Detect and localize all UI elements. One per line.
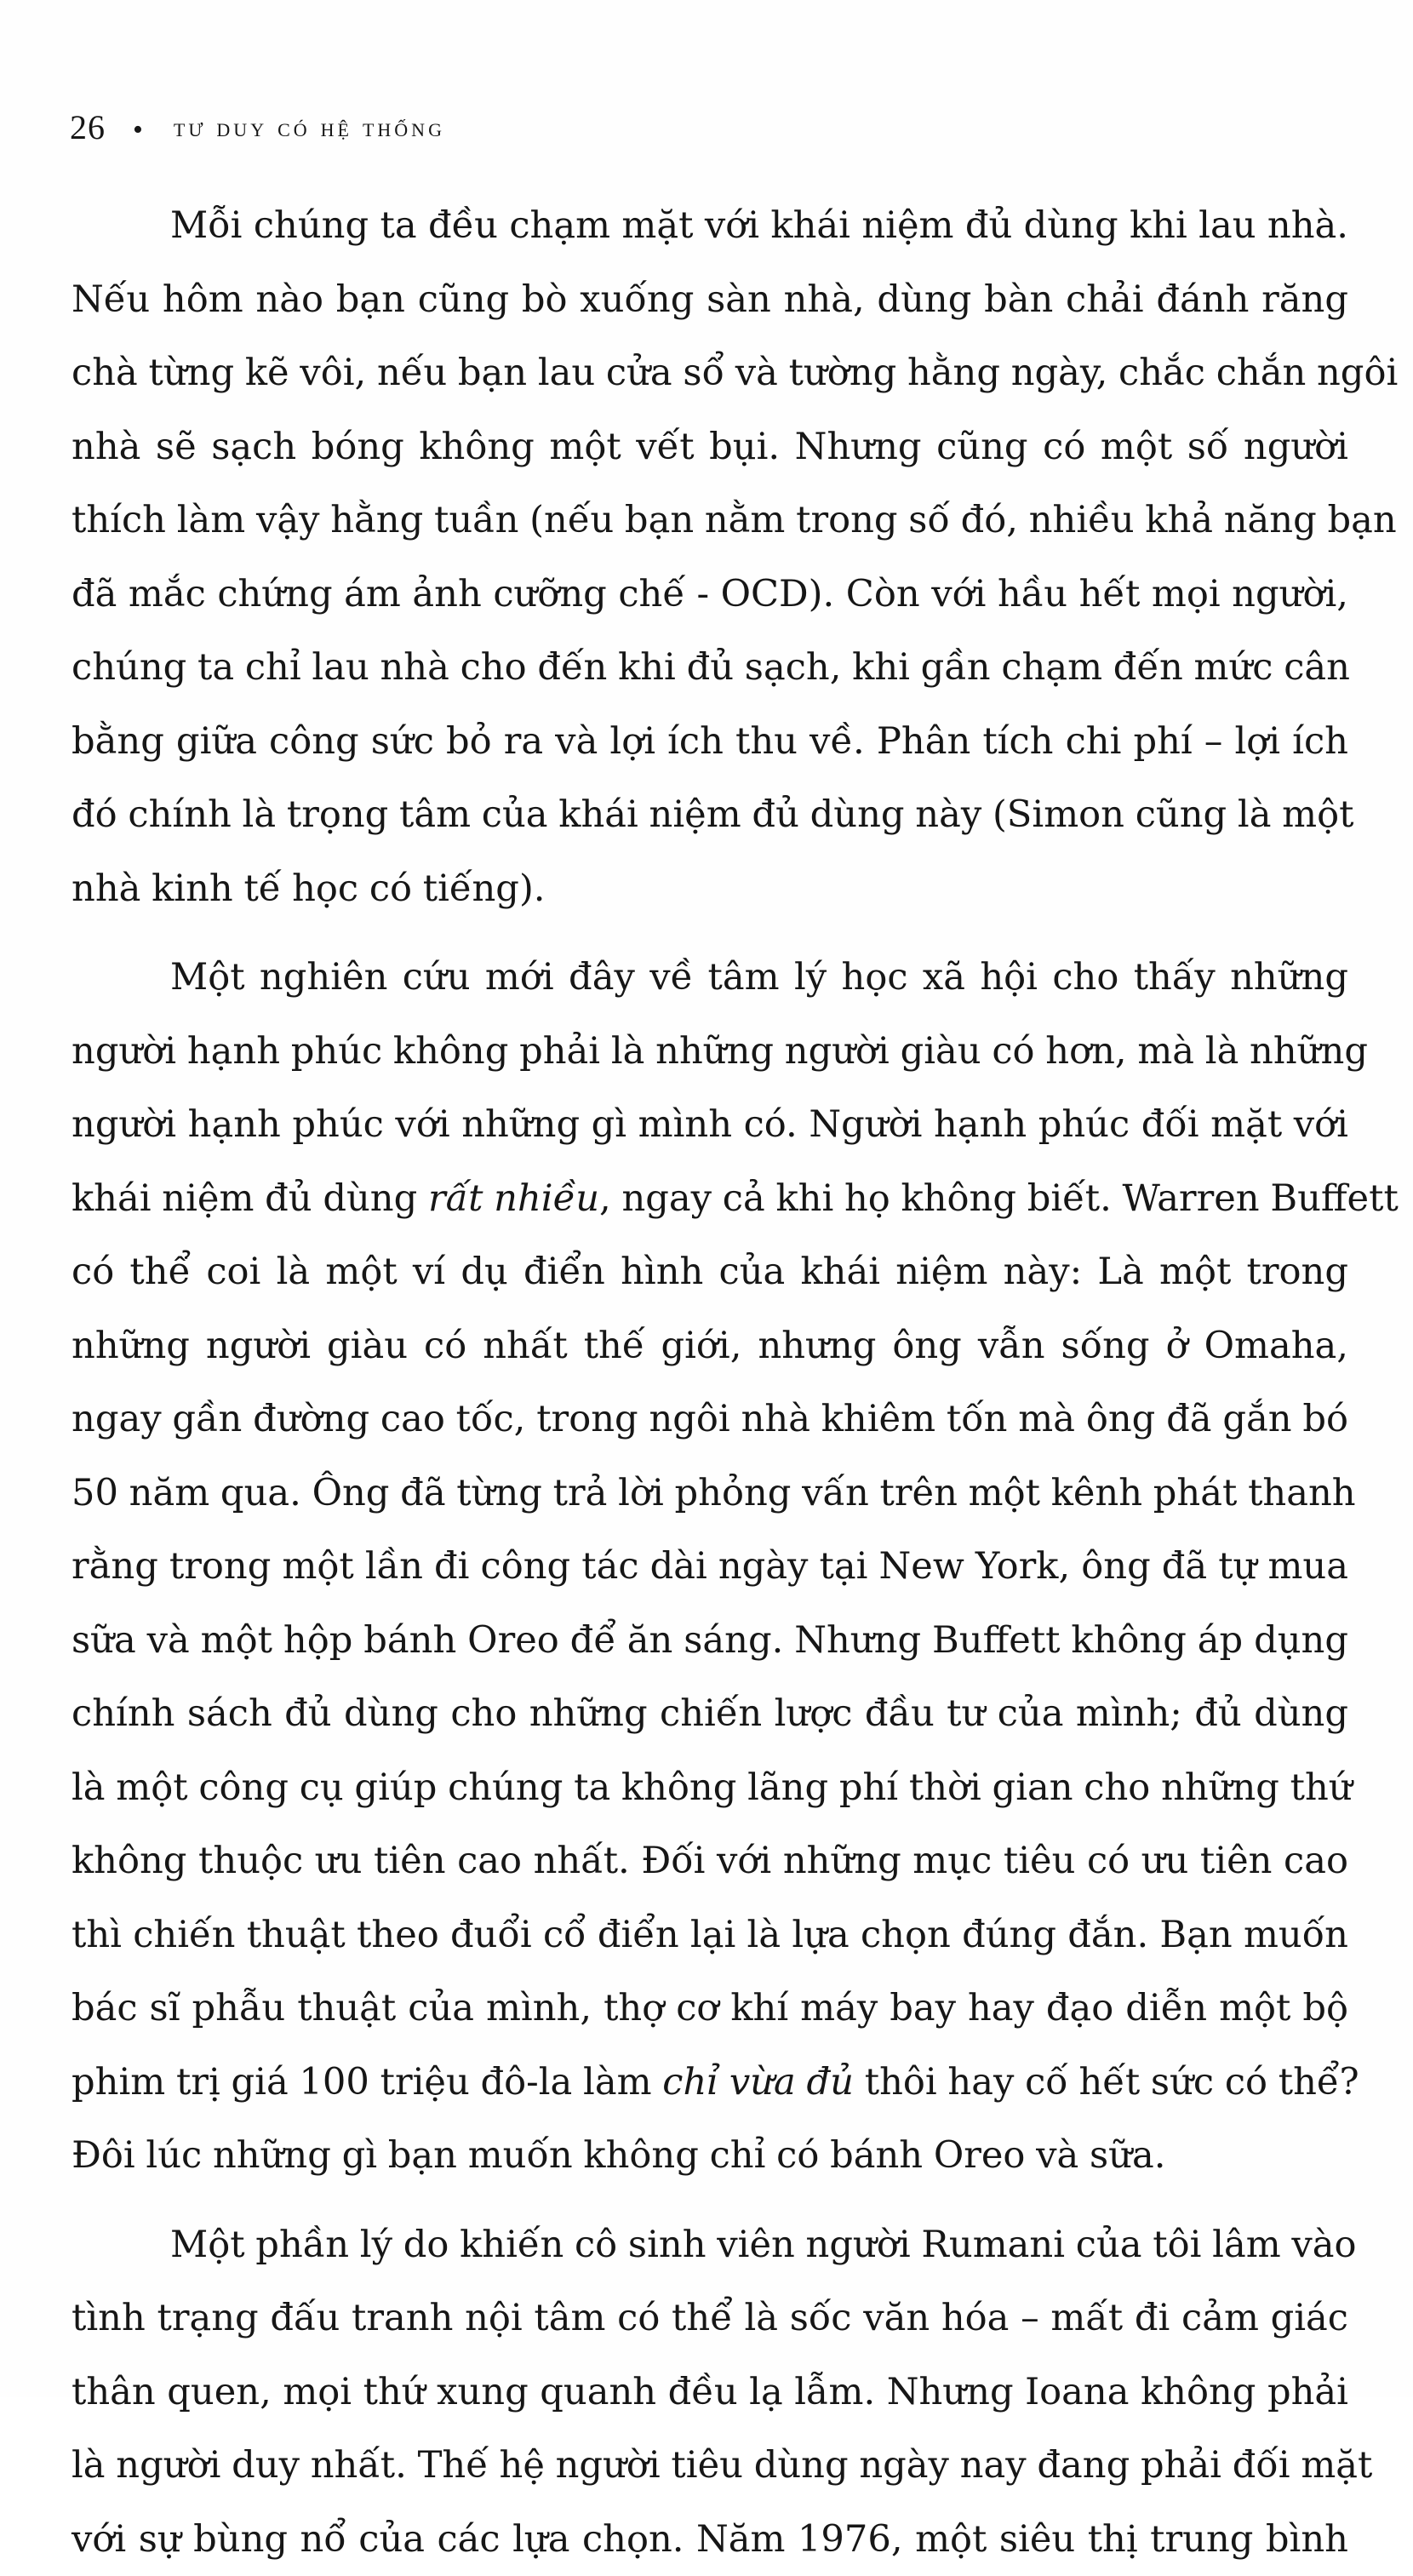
text-line: không thuộc ưu tiên cao nhất. Đối với những mục tiêu có ưu tiên cao — [72, 1824, 1348, 1898]
emphasis-text: chỉ vừa đủ — [662, 2061, 854, 2104]
text-line: thích làm vậy hằng tuần (nếu bạn nằm trong số đó, nhiều khả năng bạn — [72, 484, 1348, 558]
text-line: sữa và một hộp bánh Oreo để ăn sáng. Nhưng Buffett không áp dụng — [72, 1604, 1348, 1678]
page-number: 26 — [70, 107, 106, 147]
text-line — [72, 1162, 1348, 1236]
paragraph — [72, 941, 1348, 2193]
text-run: , ngay cả khi họ không biết. Warren Buffett — [599, 1177, 1399, 1220]
book-title: tư duy có hệ thống — [174, 112, 445, 143]
text-line: thân quen, mọi thứ xung quanh đều lạ lẫm. Nhưng Ioana không phải — [72, 2356, 1348, 2430]
paragraph — [72, 189, 1348, 925]
text-line: ngay gần đường cao tốc, trong ngôi nhà khiêm tốn mà ông đã gắn bó — [72, 1382, 1348, 1457]
text-line: tình trạng đấu tranh nội tâm có thể là sốc văn hóa – mất đi cảm giác — [72, 2281, 1348, 2356]
paragraph — [72, 2208, 1348, 2576]
text-line: rằng trong một lần đi công tác dài ngày tại New York, ông đã tự mua — [72, 1530, 1348, 1604]
text-line: có thể coi là một ví dụ điển hình của khái niệm này: Là một trong — [72, 1235, 1348, 1309]
text-line: Nếu hôm nào bạn cũng bò xuống sàn nhà, dùng bàn chải đánh răng — [72, 263, 1348, 337]
paragraph-spacing — [72, 2193, 1348, 2208]
text-line: đã mắc chứng ám ảnh cưỡng chế - OCD). Còn với hầu hết mọi người, — [72, 558, 1348, 632]
text-line: bằng giữa công sức bỏ ra và lợi ích thu về. Phân tích chi phí – lợi ích — [72, 705, 1348, 779]
text-run: thôi hay cố hết sức có thể? — [854, 2061, 1359, 2104]
emphasis-text: rất nhiều — [428, 1177, 599, 1220]
text-line: chà từng kẽ vôi, nếu bạn lau cửa sổ và tường hằng ngày, chắc chắn ngôi — [72, 336, 1348, 410]
text-run: khái niệm đủ dùng — [72, 1177, 428, 1220]
text-line: với sự bùng nổ của các lựa chọn. Năm 1976, một siêu thị trung bình — [72, 2503, 1348, 2576]
paragraph-spacing — [72, 925, 1348, 941]
text-line: những người giàu có nhất thế giới, nhưng ông vẫn sống ở Omaha, — [72, 1309, 1348, 1383]
text-line: 50 năm qua. Ông đã từng trả lời phỏng vấn trên một kênh phát thanh — [72, 1457, 1348, 1531]
text-line: Một nghiên cứu mới đây về tâm lý học xã hội cho thấy những — [72, 941, 1348, 1015]
text-line: Một phần lý do khiến cô sinh viên người Rumani của tôi lâm vào — [72, 2208, 1348, 2282]
text-line: Mỗi chúng ta đều chạm mặt với khái niệm đủ dùng khi lau nhà. — [72, 189, 1348, 263]
header-bullet: • — [133, 114, 143, 146]
text-run: phim trị giá 100 triệu đô-la làm — [72, 2061, 662, 2104]
text-line: chính sách đủ dùng cho những chiến lược đầu tư của mình; đủ dùng — [72, 1677, 1348, 1751]
text-line: Đôi lúc những gì bạn muốn không chỉ có bánh Oreo và sữa. — [72, 2119, 1348, 2193]
text-line: là một công cụ giúp chúng ta không lãng phí thời gian cho những thứ — [72, 1751, 1348, 1825]
body-text — [72, 189, 1348, 2576]
text-line: người hạnh phúc với những gì mình có. Người hạnh phúc đối mặt với — [72, 1088, 1348, 1162]
text-line: người hạnh phúc không phải là những người giàu có hơn, mà là những — [72, 1015, 1348, 1089]
text-line: bác sĩ phẫu thuật của mình, thợ cơ khí máy bay hay đạo diễn một bộ — [72, 1972, 1348, 2046]
text-line: chúng ta chỉ lau nhà cho đến khi đủ sạch, khi gần chạm đến mức cân — [72, 631, 1348, 705]
text-line: là người duy nhất. Thế hệ người tiêu dùng ngày nay đang phải đối mặt — [72, 2429, 1348, 2503]
text-line: thì chiến thuật theo đuổi cổ điển lại là lựa chọn đúng đắn. Bạn muốn — [72, 1898, 1348, 1972]
text-line: nhà kinh tế học có tiếng). — [72, 852, 1348, 926]
running-header — [70, 107, 445, 147]
text-line — [72, 2046, 1348, 2120]
text-line: đó chính là trọng tâm của khái niệm đủ dùng này (Simon cũng là một — [72, 778, 1348, 852]
text-line: nhà sẽ sạch bóng không một vết bụi. Nhưng cũng có một số người — [72, 410, 1348, 484]
